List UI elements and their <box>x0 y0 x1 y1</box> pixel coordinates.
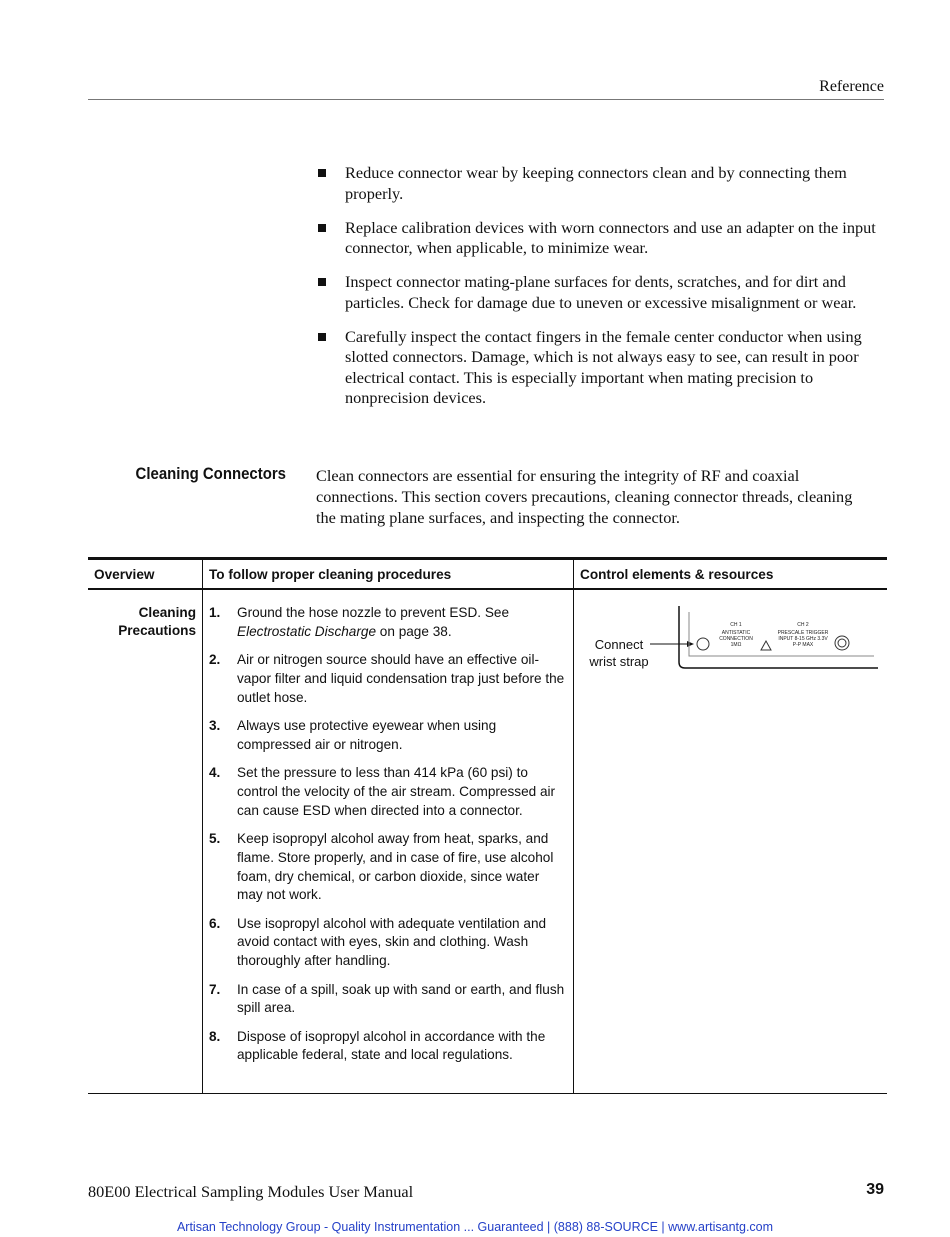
step-number: 4. <box>209 765 221 781</box>
running-header: Reference <box>819 78 884 95</box>
list-item <box>209 915 567 971</box>
step-number: 5. <box>209 830 221 846</box>
bullet-text: Reduce connector wear by keeping connectors clean and by connecting them properly. <box>345 163 847 203</box>
step-text: Keep isopropyl alcohol away from heat, sparks, and flame. Store properly, and in case of fire, use alcohol foam, dry chemical, or carbon dioxide, since water may not work. <box>237 830 554 903</box>
ch1-sublabel: ANTISTATIC CONNECTION 1MΩ <box>719 630 753 648</box>
section-body: Clean connectors are essential for ensuring the integrity of RF and coaxial connections. This section covers precautions, cleaning connector threads, cleaning the mating plane surfaces, and inspecting the connector. <box>316 466 853 527</box>
module-panel-illustration <box>642 604 882 684</box>
bullet-text: Inspect connector mating-plane surfaces for dents, scratches, and for dirt and particles. Check for damage due to uneven or excessive misalignment or wear. <box>345 272 857 312</box>
module-panel <box>642 604 882 684</box>
bullet-item <box>316 218 886 259</box>
bullet-text: Carefully inspect the contact fingers in the female center conductor when using slotted connectors. Damage, which is not always easy to see, can result in poor electrical contact. This is especially important when mating precision to nonprecision devices. <box>345 326 862 407</box>
step-text: Set the pressure to less than 414 kPa (60 psi) to control the velocity of the air stream. Compressed air can cause ESD when directed into a connector. <box>237 765 556 818</box>
step-text: Air or nitrogen source should have an effective oil-vapor filter and liquid condensation trap just before the outlet hose. <box>237 652 565 705</box>
procedures-cell <box>203 589 574 1093</box>
diagram-callout: Connect wrist strap <box>589 637 649 669</box>
list-item <box>209 717 567 755</box>
list-item <box>209 981 567 1019</box>
bullet-icon <box>318 278 326 286</box>
bullet-icon <box>318 224 326 232</box>
page-number: 39 <box>866 1181 884 1198</box>
list-item <box>209 604 567 642</box>
ch2-sublabel: PRESCALE TRIGGER INPUT 8-15 GHz 3.3V P-P MAX <box>777 630 829 648</box>
watermark-link[interactable]: Artisan Technology Group - Quality Instrumentation ... Guaranteed | (888) 88-SOURCE | www.artisantg.com <box>176 1220 774 1234</box>
list-item <box>209 764 567 820</box>
overview-label: Cleaning Precautions <box>118 605 196 638</box>
bullet-item <box>316 272 886 313</box>
list-item <box>209 1028 567 1066</box>
bullet-item <box>316 163 886 204</box>
step-text <box>237 604 567 642</box>
bullet-icon <box>318 333 326 341</box>
step-number: 6. <box>209 915 221 931</box>
bullet-text: Replace calibration devices with worn connectors and use an adapter on the input connector, when applicable, to minimize wear. <box>345 217 876 257</box>
steps-list <box>209 604 567 1065</box>
step-text: In case of a spill, soak up with sand or earth, and flush spill area. <box>237 981 565 1016</box>
bullet-icon <box>318 169 326 177</box>
cleaning-table <box>88 557 887 1094</box>
bullet-list <box>316 163 886 422</box>
step-text-part: on page 38. <box>376 623 452 639</box>
section-title: Cleaning Connectors <box>135 464 286 483</box>
step-text-part: Ground the hose nozzle to prevent ESD. See <box>237 605 510 620</box>
col-header-resources: Control elements & resources <box>574 559 888 590</box>
step-number: 2. <box>209 652 221 668</box>
list-item <box>209 830 567 905</box>
resources-cell <box>574 589 888 1093</box>
col-header-overview: Overview <box>88 559 203 590</box>
ch1-label: CH 1 <box>730 622 742 628</box>
overview-cell <box>88 589 203 1093</box>
step-number: 8. <box>209 1028 221 1044</box>
table-row <box>88 589 887 1093</box>
ch2-label: CH 2 <box>797 622 809 628</box>
step-text: Use isopropyl alcohol with adequate ventilation and avoid contact with eyes, skin and clothing. Wash thoroughly after handling. <box>237 915 547 969</box>
step-reference-link[interactable]: Electrostatic Discharge <box>237 623 377 639</box>
col-header-procedures: To follow proper cleaning procedures <box>203 559 574 590</box>
bullet-item <box>316 327 886 409</box>
header-rule <box>88 99 884 100</box>
wrist-strap-diagram <box>580 604 881 684</box>
step-number: 7. <box>209 981 221 997</box>
step-text: Always use protective eyewear when using compressed air or nitrogen. <box>237 717 497 752</box>
step-number: 3. <box>209 717 221 733</box>
step-number: 1. <box>209 605 221 620</box>
list-item <box>209 651 567 707</box>
footer-manual-title: 80E00 Electrical Sampling Modules User Manual <box>88 1182 414 1201</box>
step-text: Dispose of isopropyl alcohol in accordance with the applicable federal, state and local regulations. <box>237 1028 546 1063</box>
